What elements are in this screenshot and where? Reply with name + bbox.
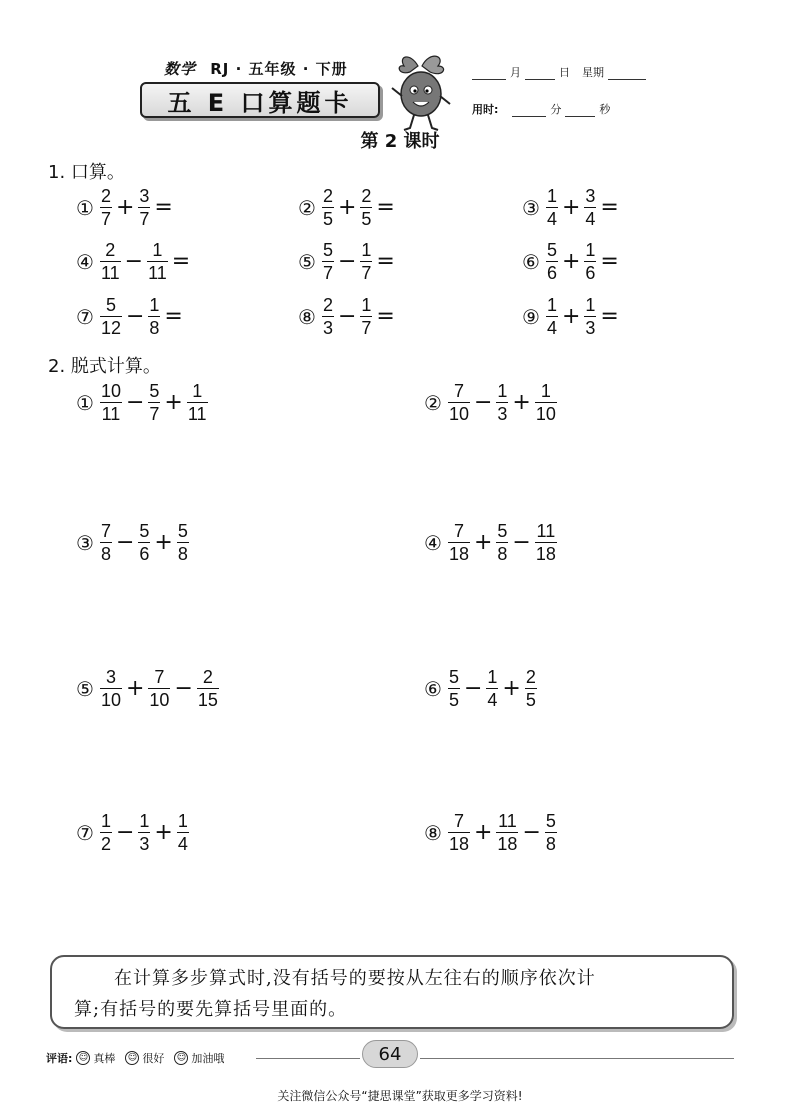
fraction <box>100 668 122 709</box>
numerator: 7 <box>453 521 464 541</box>
problem-number: ⑨ <box>522 304 540 329</box>
operator: + <box>473 820 493 845</box>
numerator: 10 <box>100 381 121 401</box>
operator: + <box>154 820 173 845</box>
numerator: 2 <box>525 667 536 687</box>
numerator: 7 <box>100 521 111 541</box>
oral-problem-7 <box>76 296 185 337</box>
problem-number: ④ <box>424 530 442 555</box>
fraction-bar <box>546 261 558 262</box>
operator: + <box>561 304 581 329</box>
denominator: 18 <box>497 834 518 854</box>
problem-number: ⑥ <box>522 249 540 274</box>
denominator: 3 <box>139 834 150 854</box>
operator: + <box>164 390 183 415</box>
fraction-bar <box>546 207 558 208</box>
denominator: 8 <box>545 834 556 854</box>
minute-blank[interactable] <box>512 105 546 117</box>
fraction-bar <box>138 542 150 543</box>
fraction-bar <box>100 832 112 833</box>
denominator: 7 <box>139 209 150 229</box>
numerator: 1 <box>152 240 163 260</box>
problem-number: ① <box>76 195 94 220</box>
rating-good-label: 很好 <box>142 1052 165 1065</box>
fraction-bar <box>138 832 150 833</box>
fraction-bar <box>535 402 557 403</box>
fraction <box>100 187 112 228</box>
tip-box <box>50 955 734 1029</box>
date-line <box>472 64 646 80</box>
fraction-bar <box>322 207 334 208</box>
problem-number: ⑧ <box>424 820 442 845</box>
problem-number: ⑦ <box>76 820 94 845</box>
fraction <box>177 812 189 853</box>
operator: − <box>522 820 541 845</box>
calc-problem-3 <box>76 522 191 563</box>
denominator: 6 <box>585 263 596 283</box>
grin-face-icon: ☺ <box>76 1051 90 1065</box>
fraction-bar <box>486 688 498 689</box>
denominator: 18 <box>535 544 556 564</box>
fraction-bar <box>535 542 557 543</box>
fraction <box>496 522 508 563</box>
day-label: 日 <box>559 66 570 79</box>
tip-line-1: 在计算多步算式时,没有括号的要按从左往右的顺序依次计 <box>114 968 596 989</box>
fraction <box>197 668 219 709</box>
numerator: 11 <box>498 811 517 831</box>
fraction <box>138 812 150 853</box>
fraction-bar <box>100 207 112 208</box>
fraction-bar <box>448 542 470 543</box>
numerator: 5 <box>497 521 508 541</box>
numerator: 1 <box>585 240 596 260</box>
fraction <box>147 241 168 282</box>
problem-number: ⑥ <box>424 676 442 701</box>
denominator: 4 <box>546 318 557 338</box>
numerator: 1 <box>546 295 557 315</box>
fraction-bar <box>448 402 470 403</box>
problem-number: ⑦ <box>76 304 94 329</box>
operator: − <box>125 304 145 329</box>
problem-number: ③ <box>522 195 540 220</box>
page-number: 64 <box>362 1040 418 1068</box>
fraction <box>546 187 558 228</box>
smile-face-icon: ☺ <box>125 1051 139 1065</box>
fraction-bar <box>496 542 508 543</box>
denominator: 7 <box>361 263 372 283</box>
fraction <box>360 241 372 282</box>
numerator: 11 <box>536 521 556 541</box>
operator: + <box>561 249 581 274</box>
numerator: 5 <box>546 240 557 260</box>
equals-sign: = <box>171 249 191 274</box>
fraction <box>322 241 334 282</box>
lesson-title: 第 2 课时 <box>360 131 440 152</box>
numerator: 5 <box>545 811 556 831</box>
denominator: 5 <box>525 690 536 710</box>
fraction-bar <box>448 832 470 833</box>
operator: + <box>473 530 493 555</box>
equals-sign: = <box>376 249 395 274</box>
denominator: 15 <box>197 690 218 710</box>
fraction <box>148 668 170 709</box>
problem-number: ④ <box>76 249 94 274</box>
fraction-bar <box>448 688 460 689</box>
numerator: 1 <box>361 295 372 315</box>
operator: − <box>337 249 357 274</box>
fraction-bar <box>496 832 518 833</box>
mascot-illustration <box>388 48 454 134</box>
operator: − <box>337 304 357 329</box>
footer-notice: 关注微信公众号“捷思课堂”获取更多学习资料! <box>277 1089 523 1103</box>
fraction-bar <box>148 316 160 317</box>
denominator: 5 <box>322 209 333 229</box>
cheer-face-icon: ☺ <box>174 1051 188 1065</box>
book-edition <box>164 58 348 79</box>
fraction <box>535 382 557 423</box>
denominator: 5 <box>448 690 459 710</box>
fraction-bar <box>525 688 537 689</box>
fraction-bar <box>360 207 372 208</box>
fraction-bar <box>187 402 208 403</box>
denominator: 8 <box>497 544 508 564</box>
calc-problem-5 <box>76 668 221 709</box>
numerator: 1 <box>585 295 596 315</box>
fraction-bar <box>100 316 122 317</box>
time-line <box>472 101 610 117</box>
denominator: 3 <box>322 318 333 338</box>
operator: − <box>115 530 135 555</box>
fraction <box>496 382 508 423</box>
oral-problem-4 <box>76 241 192 282</box>
numerator: 3 <box>585 186 596 206</box>
fraction-bar <box>584 316 596 317</box>
footer-rule-left <box>256 1058 360 1059</box>
title-banner: 五 E 口算题卡 <box>140 82 380 118</box>
oral-problem-8 <box>298 296 397 337</box>
denominator: 8 <box>177 544 188 564</box>
fraction-bar <box>322 316 334 317</box>
numerator: 1 <box>192 381 203 401</box>
numerator: 5 <box>139 521 150 541</box>
fraction <box>100 522 112 563</box>
denominator: 10 <box>149 690 170 710</box>
equals-sign: = <box>154 195 173 220</box>
second-label: 秒 <box>599 103 611 116</box>
problem-number: ③ <box>76 530 94 555</box>
fraction <box>486 668 498 709</box>
denominator: 2 <box>100 834 111 854</box>
numerator: 1 <box>100 811 111 831</box>
fraction-bar <box>584 207 596 208</box>
fraction <box>187 382 208 423</box>
numerator: 2 <box>361 186 372 206</box>
denominator: 11 <box>101 404 121 424</box>
fraction-bar <box>100 261 121 262</box>
denominator: 11 <box>148 263 167 283</box>
numerator: 1 <box>487 667 498 687</box>
fraction-bar <box>148 402 160 403</box>
fraction <box>448 522 470 563</box>
rating-great-label: 真棒 <box>93 1052 116 1065</box>
denominator: 6 <box>546 263 557 283</box>
operator: − <box>473 390 493 415</box>
rating-keep-going[interactable] <box>174 1050 224 1066</box>
fraction <box>138 522 150 563</box>
fraction <box>546 296 558 337</box>
denominator: 7 <box>100 209 111 229</box>
edition-label: RJ · 五年级 · 下册 <box>210 60 348 78</box>
calc-problem-4 <box>424 522 559 563</box>
fraction <box>100 382 122 423</box>
numerator: 2 <box>322 186 333 206</box>
weekday-blank[interactable] <box>608 68 646 80</box>
operator: + <box>154 530 173 555</box>
calc-problem-8 <box>424 812 559 853</box>
calc-problem-1 <box>76 382 210 423</box>
numerator: 5 <box>105 295 116 315</box>
fraction <box>138 187 150 228</box>
denominator: 10 <box>535 404 556 424</box>
fraction <box>584 241 596 282</box>
section2-title: 2. 脱式计算。 <box>48 356 161 377</box>
problem-number: ② <box>298 195 316 220</box>
second-blank[interactable] <box>565 105 595 117</box>
problem-number: ② <box>424 390 442 415</box>
denominator: 3 <box>497 404 508 424</box>
fraction-bar <box>177 542 189 543</box>
day-blank[interactable] <box>525 68 555 80</box>
denominator: 10 <box>100 690 121 710</box>
fraction <box>100 812 112 853</box>
subject-label: 数学 <box>164 60 197 78</box>
denominator: 12 <box>100 318 121 338</box>
oral-problem-2 <box>298 187 397 228</box>
oral-problem-3 <box>522 187 621 228</box>
numerator: 2 <box>202 667 213 687</box>
operator: + <box>502 676 521 701</box>
fraction-bar <box>360 261 372 262</box>
numerator: 7 <box>453 811 464 831</box>
tip-line-2: 算;有括号的要先算括号里面的。 <box>74 999 348 1020</box>
equals-sign: = <box>600 249 619 274</box>
operator: + <box>561 195 581 220</box>
denominator: 4 <box>487 690 498 710</box>
oral-problem-1 <box>76 187 175 228</box>
calc-problem-2 <box>424 382 559 423</box>
fraction <box>448 812 470 853</box>
fraction <box>545 812 557 853</box>
fraction <box>322 187 334 228</box>
rating-great[interactable] <box>76 1050 115 1066</box>
fraction <box>525 668 537 709</box>
denominator: 4 <box>177 834 188 854</box>
fraction-bar <box>138 207 150 208</box>
denominator: 7 <box>149 404 160 424</box>
fraction <box>448 382 470 423</box>
denominator: 5 <box>361 209 372 229</box>
fraction <box>100 241 121 282</box>
operator: − <box>174 676 193 701</box>
denominator: 7 <box>361 318 372 338</box>
footer-rule-right <box>420 1058 734 1059</box>
equals-sign: = <box>164 304 183 329</box>
denominator: 11 <box>100 263 120 283</box>
numerator: 1 <box>546 186 557 206</box>
fraction <box>584 187 596 228</box>
denominator: 18 <box>448 834 469 854</box>
problem-number: ⑤ <box>76 676 94 701</box>
numerator: 1 <box>361 240 372 260</box>
month-label: 月 <box>510 66 521 79</box>
weekday-label: 星期 <box>582 66 604 79</box>
fraction <box>496 812 518 853</box>
fraction <box>584 296 596 337</box>
fraction <box>148 382 160 423</box>
numerator: 2 <box>105 240 116 260</box>
denominator: 8 <box>149 318 160 338</box>
fraction <box>360 296 372 337</box>
fraction-bar <box>322 261 334 262</box>
denominator: 6 <box>139 544 150 564</box>
operator: − <box>124 249 144 274</box>
denominator: 11 <box>187 404 207 424</box>
oral-problem-5 <box>298 241 397 282</box>
denominator: 7 <box>322 263 333 283</box>
fraction-bar <box>197 688 219 689</box>
numerator: 1 <box>177 811 188 831</box>
numerator: 7 <box>453 381 464 401</box>
rating-label: 评语: <box>46 1052 73 1065</box>
denominator: 18 <box>448 544 469 564</box>
fraction-bar <box>584 261 596 262</box>
fraction <box>148 296 160 337</box>
fraction-bar <box>360 316 372 317</box>
equals-sign: = <box>376 304 395 329</box>
equals-sign: = <box>376 195 395 220</box>
numerator: 1 <box>149 295 160 315</box>
numerator: 3 <box>139 186 150 206</box>
operator: − <box>125 390 145 415</box>
fraction-bar <box>546 316 558 317</box>
rating-keep-going-label: 加油哦 <box>191 1052 225 1065</box>
numerator: 5 <box>177 521 188 541</box>
operator: − <box>512 530 531 555</box>
denominator: 4 <box>585 209 596 229</box>
fraction <box>177 522 189 563</box>
fraction-bar <box>100 688 122 689</box>
fraction-bar <box>177 832 189 833</box>
problem-number: ⑧ <box>298 304 316 329</box>
operator: + <box>337 195 357 220</box>
section1-title: 1. 口算。 <box>48 162 125 183</box>
fraction <box>448 668 460 709</box>
oral-problem-6 <box>522 241 621 282</box>
denominator: 8 <box>100 544 111 564</box>
fraction-bar <box>100 402 122 403</box>
operator: + <box>125 676 145 701</box>
numerator: 5 <box>322 240 333 260</box>
operator: − <box>115 820 135 845</box>
fraction <box>535 522 557 563</box>
numerator: 5 <box>448 667 459 687</box>
equals-sign: = <box>600 304 619 329</box>
problem-number: ① <box>76 390 94 415</box>
numerator: 2 <box>322 295 333 315</box>
fraction-bar <box>496 402 508 403</box>
denominator: 3 <box>585 318 596 338</box>
numerator: 5 <box>149 381 160 401</box>
equals-sign: = <box>600 195 619 220</box>
month-blank[interactable] <box>472 68 506 80</box>
numerator: 7 <box>154 667 165 687</box>
operator: + <box>115 195 135 220</box>
fraction-bar <box>147 261 168 262</box>
problem-number: ⑤ <box>298 249 316 274</box>
fraction <box>322 296 334 337</box>
denominator: 4 <box>546 209 557 229</box>
oral-problem-9 <box>522 296 621 337</box>
calc-problem-6 <box>424 668 539 709</box>
operator: + <box>512 390 531 415</box>
denominator: 10 <box>448 404 469 424</box>
fraction-bar <box>100 542 112 543</box>
fraction <box>100 296 122 337</box>
rating-good[interactable] <box>125 1050 164 1066</box>
numerator: 3 <box>105 667 116 687</box>
fraction <box>360 187 372 228</box>
numerator: 1 <box>540 381 551 401</box>
numerator: 2 <box>100 186 111 206</box>
operator: − <box>463 676 483 701</box>
fraction-bar <box>148 688 170 689</box>
calc-problem-7 <box>76 812 191 853</box>
minute-label: 分 <box>550 103 562 116</box>
time-label: 用时: <box>472 103 499 116</box>
fraction-bar <box>545 832 557 833</box>
numerator: 1 <box>497 381 508 401</box>
numerator: 1 <box>139 811 150 831</box>
fraction <box>546 241 558 282</box>
